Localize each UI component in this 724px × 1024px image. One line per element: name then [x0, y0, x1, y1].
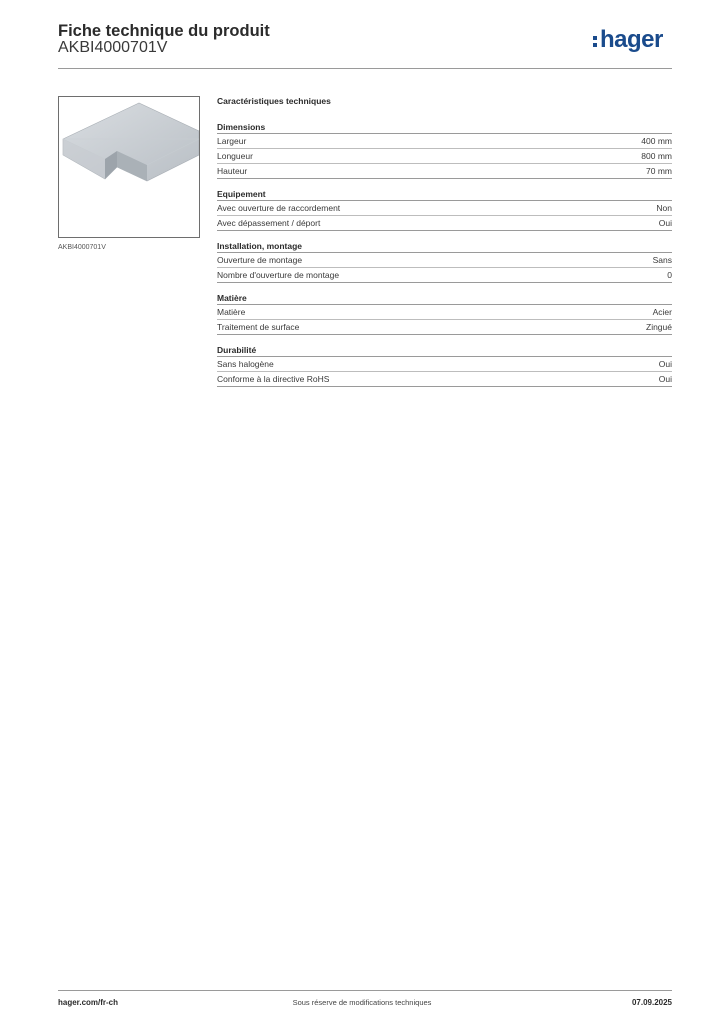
spec-label: Longueur: [217, 151, 253, 161]
header-divider: [58, 68, 672, 69]
footer-divider: [58, 990, 672, 991]
spec-value: 70 mm: [646, 166, 672, 176]
footer-date: 07.09.2025: [631, 998, 672, 1007]
specifications-title: Caractéristiques techniques: [217, 96, 331, 106]
spec-value: Acier: [652, 307, 672, 317]
spec-value: 0: [667, 270, 672, 280]
spec-label: Traitement de surface: [217, 322, 300, 332]
group-matiere: [217, 292, 672, 335]
spec-label: Largeur: [217, 136, 247, 146]
spec-label: Ouverture de montage: [217, 255, 303, 265]
group-dimensions: [217, 121, 672, 179]
spec-label: Sans halogène: [217, 359, 274, 369]
logo-text: hager: [600, 26, 663, 53]
spec-row: [217, 201, 672, 216]
spec-row: [217, 149, 672, 164]
spec-value: Oui: [658, 374, 672, 384]
spec-row: [217, 134, 672, 149]
spec-row: [217, 268, 672, 283]
group-installation: [217, 240, 672, 283]
specifications-section: [217, 96, 672, 396]
spec-row: [217, 216, 672, 231]
page-title: Fiche technique du produit: [58, 22, 270, 40]
spec-label: Conforme à la directive RoHS: [217, 374, 330, 384]
group-title: Equipement: [217, 188, 672, 201]
spec-row: [217, 372, 672, 387]
product-caption: AKBI4000701V: [58, 244, 106, 251]
group-title: Installation, montage: [217, 240, 672, 253]
spec-row: [217, 320, 672, 335]
spec-row: [217, 357, 672, 372]
group-title: Durabilité: [217, 344, 672, 357]
spec-label: Nombre d'ouverture de montage: [217, 270, 340, 280]
product-image: [59, 97, 199, 237]
spec-value: Non: [656, 203, 672, 213]
spec-value: 400 mm: [641, 136, 672, 146]
spec-label: Matière: [217, 307, 246, 317]
product-code: AKBI4000701V: [58, 39, 168, 56]
spec-value: Sans: [652, 255, 672, 265]
spec-label: Avec ouverture de raccordement: [217, 203, 341, 213]
footer-website-link[interactable]: hager.com/fr-ch: [58, 998, 119, 1007]
spec-value: Oui: [658, 359, 672, 369]
logo-dots-icon: [593, 28, 598, 48]
hager-logo: [593, 28, 663, 52]
spec-row: [217, 253, 672, 268]
footer-notice: Sous réserve de modifications techniques: [292, 998, 432, 1007]
spec-label: Avec dépassement / déport: [217, 218, 321, 228]
spec-row: [217, 164, 672, 179]
spec-row: [217, 305, 672, 320]
group-title: Matière: [217, 292, 672, 305]
spec-value: Zingué: [646, 322, 672, 332]
group-durabilite: [217, 344, 672, 387]
group-title: Dimensions: [217, 121, 672, 134]
spec-value: Oui: [658, 218, 672, 228]
group-equipement: [217, 188, 672, 231]
spec-label: Hauteur: [217, 166, 248, 176]
spec-value: 800 mm: [641, 151, 672, 161]
product-image-frame: [58, 96, 200, 238]
